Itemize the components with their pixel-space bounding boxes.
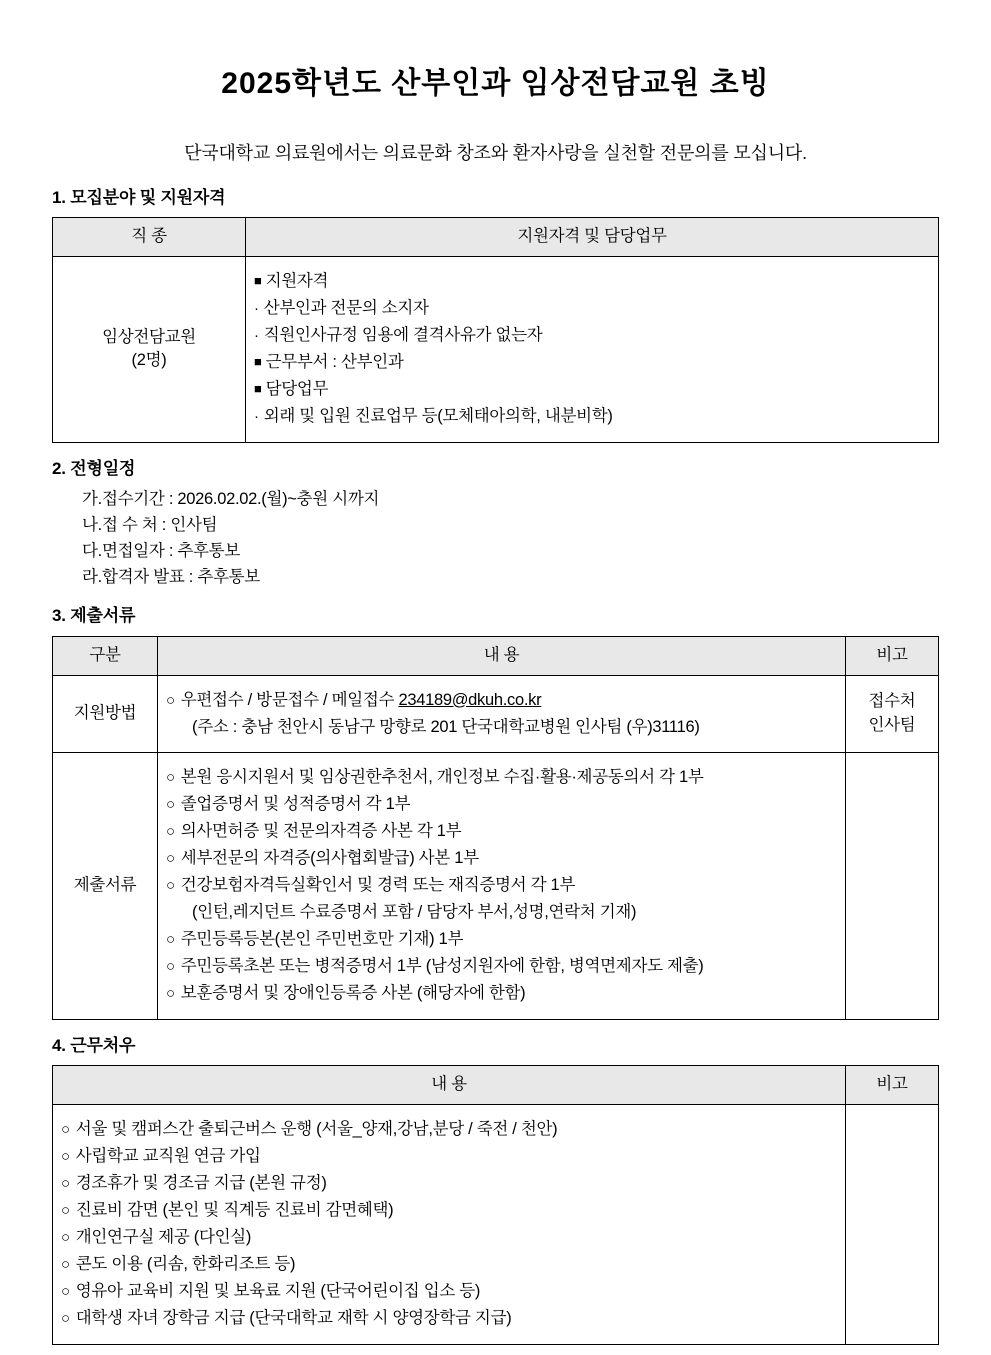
circle-bullet-icon: ○ (166, 930, 175, 948)
circle-bullet-icon: ○ (61, 1148, 70, 1166)
cell-apply-method-content (158, 675, 846, 753)
table-row (53, 257, 939, 443)
list-item: ■ 근무부서 : 산부인과 (254, 352, 404, 371)
list-item: ■ 지원자격 (254, 272, 329, 291)
list-item: · 외래 및 입원 진료업무 등(모체태아의학, 내분비학) (254, 406, 613, 425)
cell-qualification (246, 257, 939, 443)
note-line: 접수처 (868, 692, 916, 711)
page-title: 2025학년도 산부인과 임상전담교원 초빙 (221, 67, 770, 100)
circle-bullet-icon: ○ (61, 1228, 70, 1246)
circle-bullet-icon: ○ (61, 1121, 70, 1139)
list-item: ○ 사립학교 교직원 연금 가입 (61, 1147, 261, 1166)
table-header-row (53, 1066, 939, 1105)
square-bullet-icon: ■ (254, 273, 262, 289)
list-item: ○ 서울 및 캠퍼스간 출퇴근버스 운행 (서울_양재,강남,분당 / 죽전 / 천안) (61, 1120, 558, 1139)
square-bullet-icon: ■ (254, 353, 262, 369)
circle-bullet-icon: ○ (61, 1309, 70, 1327)
list-item: · 산부인과 전문의 소지자 (254, 299, 429, 318)
table-header-row (53, 636, 939, 675)
circle-bullet-icon: ○ (166, 823, 175, 841)
intro-paragraph: 단국대학교 의료원에서는 의료문화 창조와 환자사랑을 실천할 전문의를 모십니다. (184, 142, 807, 163)
list-item: ○ 건강보험자격득실확인서 및 경력 또는 재직증명서 각 1부 (166, 876, 576, 895)
job-name: 임상전담교원 (102, 327, 196, 346)
email-link[interactable]: 234189@dkuh.co.kr (398, 690, 542, 709)
circle-bullet-icon: ○ (166, 796, 175, 814)
schedule-list (82, 488, 939, 590)
cell-submit-docs-content (158, 753, 846, 1019)
circle-bullet-icon: ○ (166, 957, 175, 975)
list-item: ○ 주민등록초본 또는 병적증명서 1부 (남성지원자에 한함, 병역면제자도 제출) (166, 956, 704, 975)
list-item: 나.접 수 처 : 인사팀 (82, 516, 218, 535)
table-row (53, 1105, 939, 1344)
list-item: ○ 의사면허증 및 전문의자격증 사본 각 1부 (166, 822, 462, 841)
list-item: 다.면접일자 : 추후통보 (82, 542, 240, 561)
note-line: 인사팀 (868, 716, 916, 734)
circle-bullet-icon: ○ (61, 1255, 70, 1273)
column-header-content: 내 용 (53, 1066, 846, 1105)
list-item: ■ 담당업무 (254, 379, 329, 398)
job-count: (2명) (131, 351, 167, 370)
column-header-note: 비고 (846, 1066, 939, 1105)
column-header-content: 내 용 (158, 636, 846, 675)
cell-benefits-content (53, 1105, 846, 1344)
circle-bullet-icon: ○ (166, 691, 175, 709)
cell-benefits-note (846, 1105, 939, 1344)
section-heading-schedule: 2. 전형일정 (52, 458, 136, 478)
list-item: ○ 졸업증명서 및 성적증명서 각 1부 (166, 795, 411, 814)
list-item: ○ 세부전문의 자격증(의사협회발급) 사본 1부 (166, 849, 479, 868)
recruit-table (52, 217, 939, 442)
dot-bullet-icon: · (254, 407, 259, 425)
column-header-note: 비고 (846, 636, 939, 675)
list-item: 가.접수기간 : 2026.02.02.(월)~충원 시까지 (82, 490, 380, 509)
benefits-table (52, 1065, 939, 1344)
section-heading-documents: 3. 제출서류 (52, 606, 136, 626)
section-heading-recruit: 1. 모집분야 및 지원자격 (52, 187, 226, 207)
documents-table (52, 636, 939, 1020)
cell-apply-method-note (846, 675, 939, 753)
cell-job-title (53, 257, 246, 443)
section-heading-benefits: 4. 근무처우 (52, 1035, 136, 1055)
list-item: (인턴,레지던트 수료증명서 포함 / 담당자 부서,성명,연락처 기재) (192, 903, 637, 922)
list-item: ○ 대학생 자녀 장학금 지급 (단국대학교 재학 시 양영장학금 지급) (61, 1308, 512, 1327)
column-header-qualification: 지원자격 및 담당업무 (246, 218, 939, 257)
table-row (53, 753, 939, 1019)
list-item: ○ 개인연구실 제공 (다인실) (61, 1227, 252, 1246)
column-header-gubun: 구분 (53, 636, 158, 675)
cell-submit-docs-note (846, 753, 939, 1019)
circle-bullet-icon: ○ (61, 1282, 70, 1300)
circle-bullet-icon: ○ (61, 1202, 70, 1220)
cell-submit-docs-label: 제출서류 (53, 753, 158, 1019)
list-item: ○ 영유아 교육비 지원 및 보육료 지원 (단국어린이집 입소 등) (61, 1281, 481, 1300)
circle-bullet-icon: ○ (166, 850, 175, 868)
table-row (53, 675, 939, 753)
list-item: ○ 보훈증명서 및 장애인등록증 사본 (해당자에 한함) (166, 983, 526, 1002)
circle-bullet-icon: ○ (166, 984, 175, 1002)
list-item: · 직원인사규정 임용에 결격사유가 없는자 (254, 326, 543, 344)
list-item: ○ 주민등록등본(본인 주민번호만 기재) 1부 (166, 929, 464, 948)
list-item: ○ 본원 응시지원서 및 임상권한추천서, 개인정보 수집·활용·제공동의서 각 1부 (166, 768, 704, 787)
column-header-job: 직 종 (53, 218, 246, 257)
table-header-row (53, 218, 939, 257)
list-item: ○ 경조휴가 및 경조금 지급 (본원 규정) (61, 1174, 327, 1193)
list-item: 라.합격자 발표 : 추후통보 (82, 568, 260, 587)
circle-bullet-icon: ○ (61, 1175, 70, 1193)
list-item: ○ 콘도 이용 (리솜, 한화리조트 등) (61, 1254, 296, 1273)
list-item: (주소 : 충남 천안시 동남구 망향로 201 단국대학교병원 인사팀 (우)31116) (192, 717, 700, 736)
square-bullet-icon: ■ (254, 380, 262, 396)
circle-bullet-icon: ○ (166, 877, 175, 895)
dot-bullet-icon: · (254, 300, 259, 318)
list-item: ○ 진료비 감면 (본인 및 직계등 진료비 감면혜택) (61, 1201, 394, 1220)
dot-bullet-icon: · (254, 327, 259, 344)
circle-bullet-icon: ○ (166, 769, 175, 787)
cell-apply-method-label: 지원방법 (53, 675, 158, 753)
list-item: ○ 우편접수 / 방문접수 / 메일접수 234189@dkuh.co.kr (166, 690, 542, 709)
